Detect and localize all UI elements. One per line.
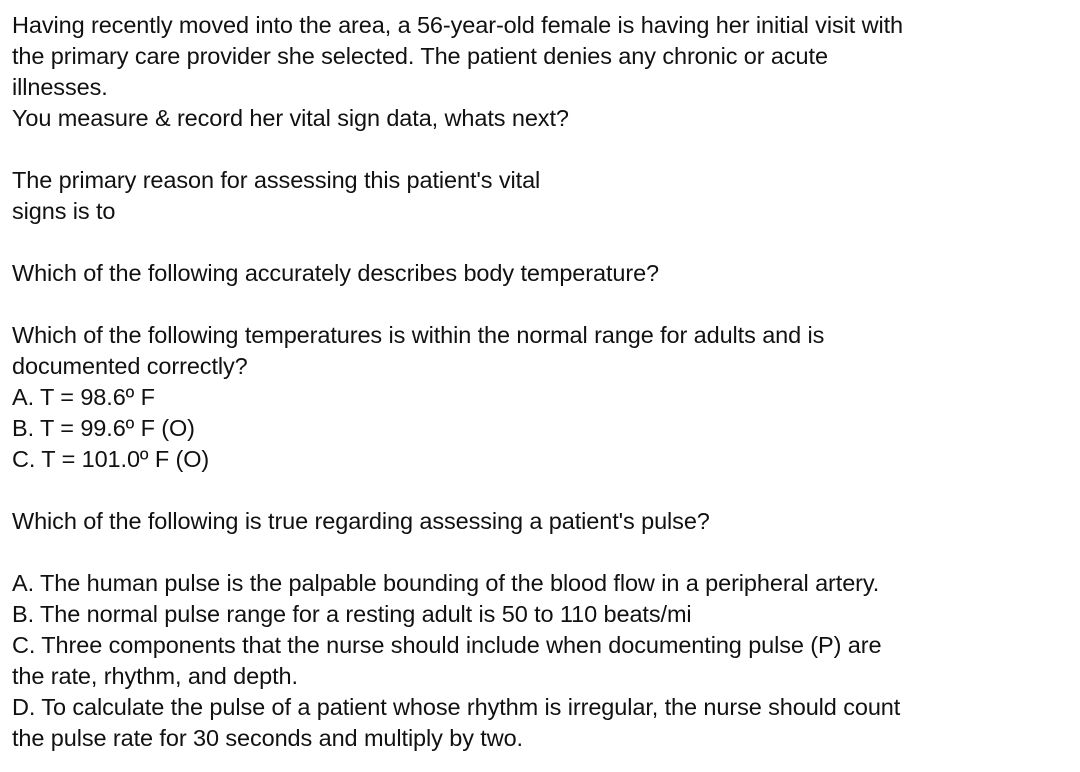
- spacer: [12, 475, 1070, 506]
- answer-option-c: C. Three components that the nurse should include when documenting pulse (P) are: [12, 632, 882, 658]
- question-line: Which of the following is true regarding assessing a patient's pulse?: [12, 508, 710, 534]
- answer-option-b: B. The normal pulse range for a resting adult is 50 to 110 beats/mi: [12, 601, 692, 627]
- pulse-answer-options: [12, 568, 1070, 754]
- scenario-question-line: You measure & record her vital sign data, whats next?: [12, 105, 569, 131]
- spacer: [12, 537, 1070, 568]
- spacer: [12, 227, 1070, 258]
- document-body: [12, 10, 1070, 754]
- answer-option-c-continued: the rate, rhythm, and depth.: [12, 663, 298, 689]
- answer-option-b: B. T = 99.6º F (O): [12, 415, 195, 441]
- scenario-paragraph: [12, 10, 1070, 134]
- question-vital-signs-reason: [12, 165, 652, 227]
- question-body-temperature: [12, 258, 1070, 289]
- question-pulse-assessment: [12, 506, 1070, 537]
- answer-option-d-continued: the pulse rate for 30 seconds and multiply by two.: [12, 725, 523, 751]
- spacer: [12, 134, 1070, 165]
- question-line: signs is to: [12, 198, 116, 224]
- question-temperature-normal-range: [12, 320, 1070, 475]
- answer-option-d: D. To calculate the pulse of a patient whose rhythm is irregular, the nurse should count: [12, 694, 901, 720]
- question-line: documented correctly?: [12, 353, 248, 379]
- spacer: [12, 289, 1070, 320]
- answer-option-a: A. T = 98.6º F: [12, 384, 155, 410]
- question-line: Which of the following accurately describes body temperature?: [12, 260, 660, 286]
- scenario-line: the primary care provider she selected. The patient denies any chronic or acute: [12, 43, 828, 69]
- question-line: Which of the following temperatures is within the normal range for adults and is: [12, 322, 825, 348]
- scenario-line: Having recently moved into the area, a 56-year-old female is having her initial visit with: [12, 12, 903, 38]
- answer-option-a: A. The human pulse is the palpable bounding of the blood flow in a peripheral artery.: [12, 570, 880, 596]
- question-line: The primary reason for assessing this patient's vital: [12, 167, 541, 193]
- scenario-line: illnesses.: [12, 74, 108, 100]
- answer-option-c: C. T = 101.0º F (O): [12, 446, 210, 472]
